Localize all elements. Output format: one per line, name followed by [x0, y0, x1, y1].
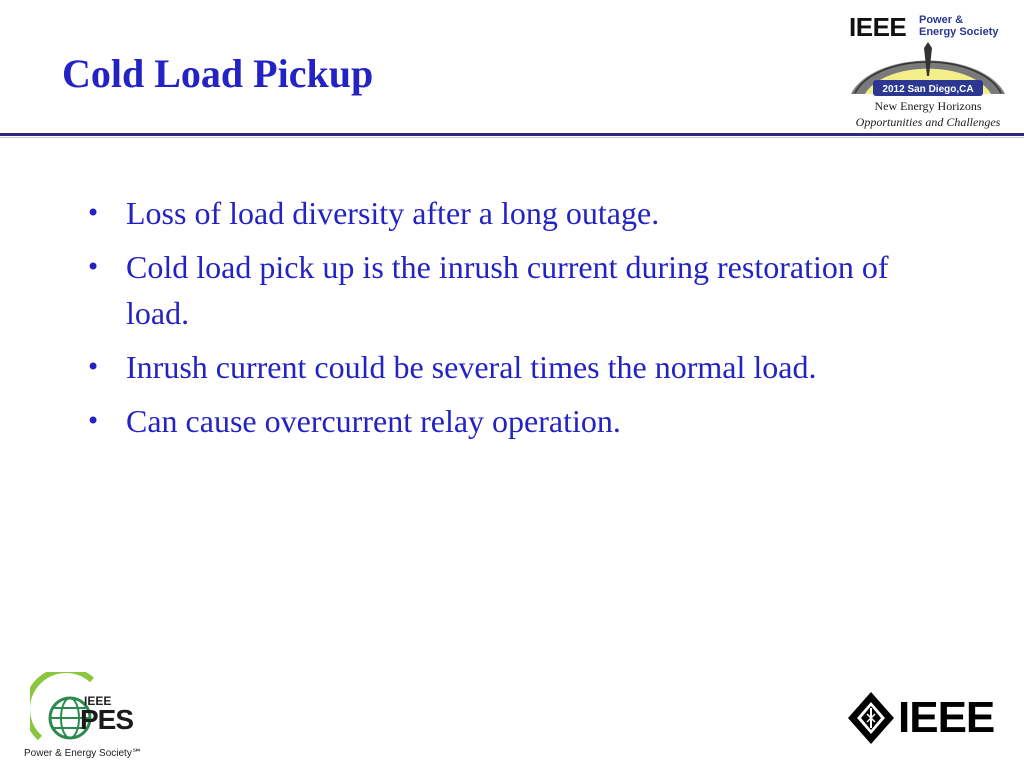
conference-tagline-1: New Energy Horizons [874, 99, 982, 113]
title-divider-shadow [0, 137, 1024, 138]
conference-event: 2012 San Diego,CA [882, 84, 974, 95]
ieee-diamond-icon [846, 690, 896, 746]
bullet-dot-icon: • [86, 253, 101, 281]
conference-logo-society [919, 14, 998, 38]
conference-logo-society-line1: Power & [919, 14, 964, 26]
bullet-list [86, 190, 906, 452]
bullet-dot-icon: • [86, 199, 101, 227]
conference-tagline-2: Opportunities and Challenges [855, 115, 1001, 129]
conference-logo-society-line2: Energy Society [919, 26, 999, 38]
pes-logo-name: PES [80, 704, 134, 735]
bullet-item [86, 190, 906, 236]
bullet-text: Cold load pick up is the inrush current during restoration of load. [126, 249, 889, 331]
conference-logo [843, 8, 1019, 134]
ieee-logo-text: IEEE [898, 693, 995, 742]
bullet-dot-icon: • [86, 407, 101, 435]
pes-logo-ieee: IEEE [84, 694, 112, 708]
conference-arc-icon [843, 42, 1013, 98]
bullet-text: Loss of load diversity after a long outage. [126, 195, 660, 231]
bullet-text: Inrush current could be several times the normal load. [126, 349, 817, 385]
bullet-item [86, 398, 906, 444]
bullet-item [86, 344, 906, 390]
pes-logo-tagline: Power & Energy Society℠ [24, 748, 143, 759]
conference-logo-ieee: IEEE [849, 12, 907, 42]
bullet-item [86, 244, 906, 336]
ieee-logo [846, 690, 1018, 746]
bullet-dot-icon: • [86, 353, 101, 381]
pes-logo [22, 672, 162, 764]
bullet-text: Can cause overcurrent relay operation. [126, 403, 621, 439]
slide-title: Cold Load Pickup [62, 51, 374, 96]
